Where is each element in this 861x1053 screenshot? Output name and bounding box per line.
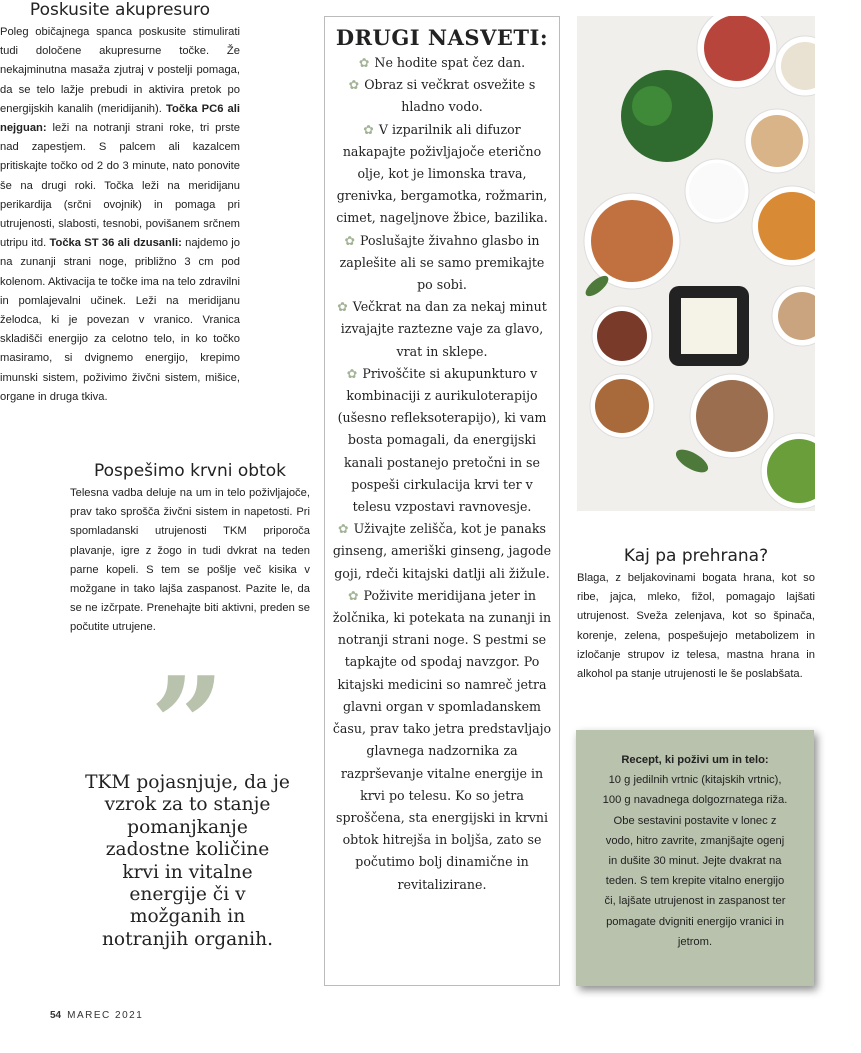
st36-text: najdemo jo na zunanji strani noge, približno 3 cm pod kolenom. Aktivacija te točke ima na telo zdravilni in pomlajevalni učinek. Leži na meridijanu želodca, ki je povezan v vranico. Vranica skladišči energijo za celotno telo, in ko točko masiramo, si dvignemo energijo, krepimo imunski sistem, poživimo živčni sistem, mišice, organe in druga tkiva. — [0, 237, 241, 403]
tips-title: DRUGI NASVETI: — [335, 25, 549, 50]
flower-icon: ✿ — [344, 232, 356, 248]
acupressure-text — [0, 23, 240, 407]
quote-mark-icon: ” — [150, 648, 211, 801]
tip-item: ✿ Ne hodite spat čez dan. — [358, 55, 526, 70]
recipe-title: Recept, ki poživi um in telo: — [621, 754, 769, 766]
tip-item: ✿ Obraz si večkrat osvežite s hladno vodo. — [348, 77, 536, 115]
flower-icon: ✿ — [363, 121, 374, 137]
food-photo-illustration — [577, 16, 815, 511]
pc6-label: Točka PC6 ali nejguan: — [0, 102, 240, 135]
tip-item: ✿ Privoščite si akupunkturo v kombinaciji z aurikuloterapijo (ušesno refleksoterapijo), ki vam bosta pomagali, da energijski kanali postanejo pretočni in se pospeši cirkulacija krvi ter v telesu vzpostavi ravnovesje. — [337, 365, 547, 515]
circulation-section — [70, 461, 310, 638]
page-footer — [50, 1010, 143, 1021]
pc6-text: leži na notranji strani roke, tri prste nad zapestjem. S palcem ali kazalcem pritiskajte točko od 2 do 3 minute, nato ponovite še na drugi roki. Točka leži na meridijanu perikardija (srčni ovojnik) in pomaga pri utrujenosti, slabosti, tesnobi, povišanem srčnem utripu itd. — [0, 122, 240, 250]
pull-quote: TKM pojasnjuje, da je vzrok za to stanje pomanjkanje zadostne količine krvi in vitalne energije či v možganih in notranjih organih. — [85, 772, 290, 950]
flower-icon: ✿ — [358, 55, 370, 70]
tips-box — [324, 16, 560, 986]
nutrition-text: Blaga, z beljakovinami bogata hrana, kot so ribe, jajca, mleko, fižol, pomagajo lajšati utrujenost. Sveža zelenjava, kot so špinača, korenje, zelena, pospešujejo metabolizem in izločanje strupov iz telesa, mastna hrana in alkohol pa stanje utrujenosti le še poslabšata. — [577, 572, 815, 681]
flower-icon: ✿ — [348, 77, 360, 93]
section-title-acupressure: Poskusite akupresuro — [29, 0, 211, 20]
tips-list — [331, 52, 553, 896]
acupressure-intro: Poleg običajnega spanca poskusite stimulirati tudi določene akupresurne točke. Že nekajminutna masaža zjutraj v postelji pomaga, da se telo lažje prebudi in aktivira pretok po energijskih kanalih (meridijanih). — [0, 26, 240, 115]
tip-item: ✿ V izparilnik ali difuzor nakapajte poživljajoče eterično olje, kot je limonska trava, grenivka, bergamotka, rožmarin, cimet, nageljnove žbice, bazilika. — [336, 121, 548, 226]
flower-icon: ✿ — [346, 365, 358, 381]
page-number: 54 — [50, 1010, 62, 1021]
recipe-box — [576, 730, 814, 986]
tip-item: ✿ Poživite meridijana jeter in žolčnika, ki potekata na zunanji in notranji strani noge. S pestmi se tapkajte od spodaj navzgor. Po kitajski medicini so namreč jetra glavni organ v spomladanskem času, prav tako jetra predstavljajo glavnega nadzornika za razprševanje vitalne energije in krvi po telesu. Ko so jetra sproščena, sta energijski in krvni obtok hitrejša in boljša, zato se počutimo bolj dinamične in revitalizirane. — [332, 587, 552, 892]
acupressure-section — [0, 0, 240, 407]
food-photo — [577, 16, 815, 511]
flower-icon: ✿ — [347, 587, 359, 603]
tip-item: ✿ Večkrat na dan za nekaj minut izvajajte raztezne vaje za glavo, vrat in sklepe. — [337, 299, 547, 359]
tip-item: ✿ Poslušajte živahno glasbo in zaplešite ali se samo premikajte po sobi. — [339, 232, 545, 293]
flower-icon: ✿ — [337, 299, 348, 315]
section-title-nutrition: Kaj pa prehrana? — [623, 546, 769, 566]
st36-label: Točka ST 36 ali dzusanli: — [49, 237, 182, 250]
section-title-circulation: Pospešimo krvni obtok — [94, 461, 286, 481]
flower-icon: ✿ — [338, 521, 349, 537]
tip-item: ✿ Uživajte zelišča, kot je panaks ginseng, ameriški ginseng, jagode goji, rdeči kitajski datlji ali žižule. — [332, 521, 552, 581]
nutrition-section — [577, 546, 815, 684]
recipe-content — [602, 750, 788, 952]
circulation-text: Telesna vadba deluje na um in telo poživljajoče, prav tako sprošča živčni sistem in napetosti. Pri spomladanski utrujenosti TKM priporoča plavanje, igre z žogo in tudi dvkrat na teden parne kopeli. S tem se pošlje več kisika v možgane in tako lajša zaspanost. Pazite le, da se ne izčrpate. Prenehajte biti aktivni, preden se počutite utrujene. — [70, 487, 310, 634]
recipe-text: 10 g jedilnih vrtnic (kitajskih vrtnic), 100 g navadnega dolgozrnatega riža. Obe sestavini postavite v lonec z vodo, hitro zavrite, zmanjšajte ogenj in dušite 30 minut. Jejte dvakrat na teden. S tem krepite vitalno energijo či, lajšate utrujenost in zaspanost ter pomagate dvigniti energijo vranici in jetrom. — [602, 774, 788, 948]
issue-label: MAREC 2021 — [67, 1010, 144, 1021]
